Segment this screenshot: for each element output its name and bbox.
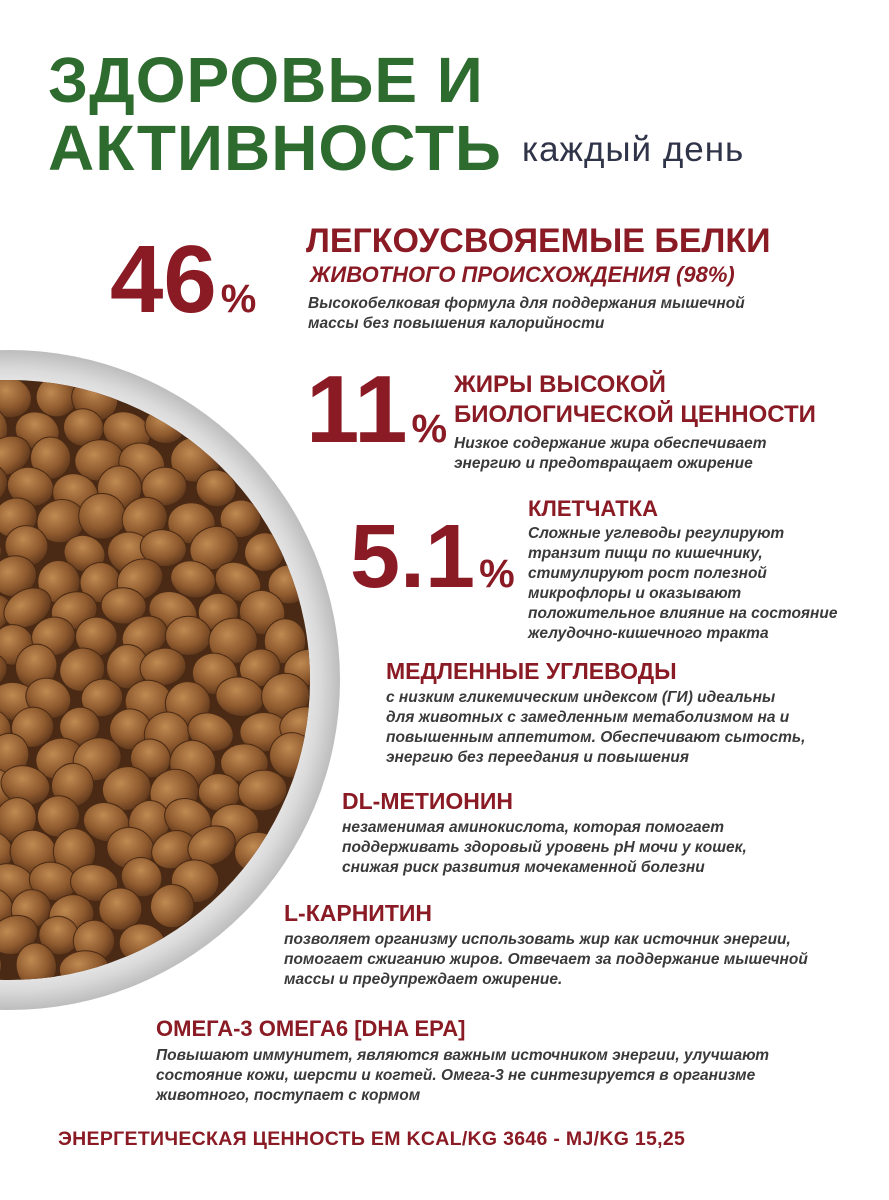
protein-subtitle: ЖИВОТНОГО ПРОИСХОЖДЕНИЯ (98%) (310, 262, 735, 287)
desc-line: животного, поступает с кормом (156, 1087, 421, 1104)
desc-line: для животных с замедленным метаболизмом на и (386, 709, 790, 726)
slow-carbs-description (386, 688, 856, 768)
desc-line: транзит пищи по кишечнику, (528, 545, 763, 562)
desc-line: с низким гликемическим индексом (ГИ) идеальны (386, 689, 776, 706)
fat-description (454, 434, 854, 474)
omega-title: ОМЕГА-3 ОМЕГА6 [DHA EPA] (156, 1016, 466, 1041)
tagline: каждый день (522, 130, 745, 169)
fiber-title: КЛЕТЧАТКА (528, 496, 658, 521)
methionine-title: DL-МЕТИОНИН (342, 788, 514, 814)
desc-line: желудочно-кишечного тракта (528, 625, 769, 642)
fiber-unit: % (479, 552, 515, 596)
omega-description (156, 1046, 856, 1106)
fiber-value: 5.1 (350, 507, 476, 607)
desc-line: незаменимая аминокислота, которая помогает (342, 819, 725, 836)
desc-line: поддерживать здоровый уровень рН мочи у кошек, (342, 839, 747, 856)
desc-line: массы без повышения калорийности (308, 315, 605, 332)
energy-value-footer: ЭНЕРГЕТИЧЕСКАЯ ЦЕННОСТЬ ЕМ KCAL/KG 3646 - MJ/KG 15,25 (58, 1128, 686, 1150)
desc-line: позволяет организму использовать жир как источник энергии, (284, 931, 791, 948)
protein-title: ЛЕГКОУСВОЯЕМЫЕ БЕЛКИ (306, 222, 771, 260)
carnitine-title: L-КАРНИТИН (284, 900, 433, 926)
desc-line: Низкое содержание жира обеспечивает (454, 435, 767, 452)
desc-line: энергию и предотвращает ожирение (454, 455, 753, 472)
headline-line-2: АКТИВНОСТЬ (48, 112, 502, 184)
desc-line: состояние кожи, шерсти и когтей. Омега-3 не синтезируется в организме (156, 1067, 756, 1084)
fat-percentage (306, 356, 448, 463)
protein-percentage (110, 226, 257, 333)
desc-line: энергию без переедания и повышения (386, 749, 690, 766)
desc-line: положительное влияние на состояние (528, 605, 838, 622)
slow-carbs-title: МЕДЛЕННЫЕ УГЛЕВОДЫ (386, 658, 677, 684)
fiber-description (528, 524, 878, 644)
desc-line: Высокобелковая формула для поддержания мышечной (308, 295, 745, 312)
carnitine-description (284, 930, 874, 990)
fat-unit: % (411, 407, 448, 451)
fat-value: 11 (306, 356, 408, 463)
desc-line: массы и предупреждает ожирение. (284, 971, 563, 988)
desc-line: снижая риск развития мочекаменной болезни (342, 859, 705, 876)
desc-line: микрофлоры и оказывают (528, 585, 742, 602)
protein-description (308, 294, 828, 334)
desc-line: Повышают иммунитет, являются важным источником энергии, улучшают (156, 1047, 770, 1064)
desc-line: помогает сжиганию жиров. Отвечает за поддержание мышечной (284, 951, 808, 968)
fat-title (454, 370, 816, 430)
fat-title-line: БИОЛОГИЧЕСКОЙ ЦЕННОСТИ (454, 401, 816, 428)
methionine-description (342, 818, 842, 878)
desc-line: стимулируют рост полезной (528, 565, 767, 582)
protein-value: 46 (110, 226, 217, 333)
protein-unit: % (220, 277, 257, 321)
fiber-percentage (350, 507, 515, 607)
desc-line: повышенным аппетитом. Обеспечивают сытость, (386, 729, 806, 746)
headline-line-1: ЗДОРОВЬЕ И (48, 44, 484, 116)
desc-line: Сложные углеводы регулируют (528, 525, 785, 542)
fat-title-line: ЖИРЫ ВЫСОКОЙ (454, 371, 666, 398)
